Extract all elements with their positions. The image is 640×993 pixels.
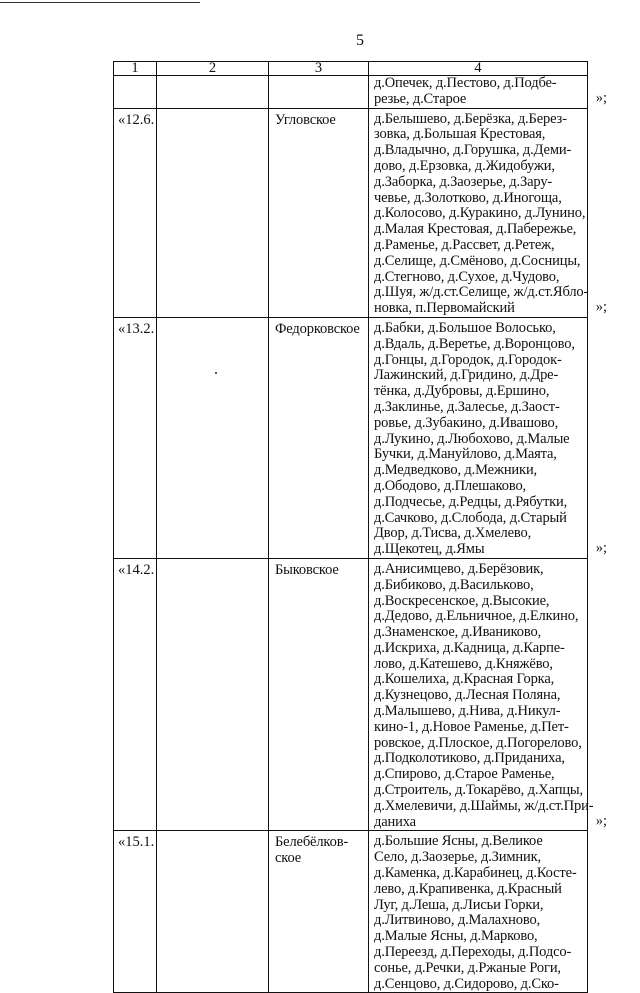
villages-list-line: тёнка, д.Дубровы, д.Ершино, (374, 383, 550, 400)
table-row (114, 831, 588, 993)
villages-list-line: чевье, д.Золотково, д.Иногоща, (374, 189, 562, 206)
villages-list-line: д.Каменка, д.Карабинец, д.Костe- (374, 865, 577, 882)
header-cell: 4 (369, 62, 588, 76)
villages-list-line: д.Щекотец, д.Ямы (374, 541, 485, 558)
villages-list-line: д.Вдаль, д.Веретье, д.Воронцово, (374, 335, 575, 352)
villages-list-line: д.Лукино, д.Любохово, д.Малые (374, 430, 570, 447)
header-cell: 1 (114, 62, 157, 76)
table-header-row (114, 62, 588, 76)
villages-list-line: дово, д.Ерзовка, д.Жидобужи, (374, 157, 555, 174)
villages-list-line: д.Медведково, д.Межники, (374, 462, 538, 479)
empty-column-cell (157, 831, 269, 993)
villages-list-line: д.Переезд, д.Переходы, д.Подсо- (374, 944, 572, 961)
closing-quote-mark: »; (595, 540, 607, 557)
header-cell: 2 (157, 62, 269, 76)
villages-list-line: сонье, д.Речки, д.Ржаные Роги, (374, 959, 561, 976)
settlement-name-line: ское (275, 850, 302, 867)
villages-list-line: зовка, д.Большая Крестовая, (374, 126, 546, 143)
empty-column-cell (157, 558, 269, 831)
villages-list-line: д.Сенцово, д.Сидорово, д.Ско- (374, 975, 559, 992)
villages-list-line: д.Дедово, д.Ельничное, д.Елкино, (374, 608, 579, 625)
villages-list-line: д.Подколотиково, д.Приданиха, (374, 750, 565, 767)
row-number-cell: «14.2. (114, 558, 157, 831)
villages-list-line: д.Селище, д.Смёново, д.Сосницы, (374, 252, 581, 269)
villages-list-line: д.Владычно, д.Горушка, д.Деми- (374, 142, 572, 159)
settlement-name-line: Федорковское (275, 320, 360, 337)
settlement-name-line: Угловское (275, 111, 336, 128)
villages-list-line: д.Ободово, д.Плешаково, (374, 477, 527, 494)
villages-list-line: кино-1, д.Новое Раменье, д.Пет- (374, 718, 569, 735)
villages-list-line: д.Малая Крестовая, д.Пабережье, (374, 221, 577, 238)
row-number-cell: «12.6. (114, 108, 157, 317)
villages-list-line: д.Колосово, д.Куракино, д.Лунино, (374, 205, 586, 222)
villages-list-line: д.Гонцы, д.Городок, д.Городок- (374, 351, 562, 368)
villages-list-line: даниха (374, 813, 416, 830)
row-number-cell: «15.1. (114, 831, 157, 993)
settlement-name-line: Быковское (275, 561, 339, 578)
villages-list-line: Луг, д.Леша, д.Лисьи Горки, (374, 896, 544, 913)
table-row (114, 76, 588, 109)
villages-list-line: лево, д.Крапивенка, д.Красный (374, 880, 562, 897)
villages-list-line: д.Белышево, д.Берёзка, д.Берез- (374, 110, 567, 127)
villages-list-line: д.Бибиково, д.Васильково, (374, 576, 534, 593)
villages-list-line: д.Малые Ясны, д.Марково, (374, 928, 538, 945)
settlement-name-cell (269, 558, 369, 831)
villages-list-line: д.Кузнецово, д.Лесная Поляна, (374, 687, 561, 704)
villages-list-line: Лажинский, д.Гридино, д.Дре- (374, 367, 559, 384)
villages-list-line: Село, д.Заозерье, д.Зимник, (374, 849, 542, 866)
row-number-cell: «13.2. (114, 317, 157, 558)
villages-list-line: д.Спирово, д.Старое Раменье, (374, 766, 555, 783)
closing-quote-mark: »; (595, 812, 607, 829)
villages-list-line: д.Подчесье, д.Редцы, д.Рябутки, (374, 493, 568, 510)
villages-list-cell (369, 831, 588, 993)
villages-list-cell (369, 317, 607, 558)
header-cell: 3 (269, 62, 369, 76)
empty-column-cell (157, 76, 269, 109)
villages-list-line: д.Анисимцево, д.Берёзовик, (374, 560, 544, 577)
table-row (114, 108, 588, 317)
villages-list-line: д.Воскресенское, д.Высокие, (374, 592, 550, 609)
settlement-name-cell (269, 317, 369, 558)
empty-column-cell (157, 108, 269, 317)
villages-list-line: д.Знаменское, д.Иваниково, (374, 624, 542, 641)
villages-list-line: д.Строитель, д.Токарёво, д.Хапцы, (374, 782, 583, 799)
villages-list-line: новка, п.Первомайский (374, 300, 515, 317)
stray-dot-mark (215, 372, 217, 374)
villages-list-line: д.Бабки, д.Большое Волосько, (374, 319, 556, 336)
villages-list-line: Двор, д.Тисва, д.Хмелево, (374, 525, 532, 542)
villages-list-line: д.Заборка, д.Заозерье, д.Зару- (374, 173, 553, 190)
empty-column-cell (157, 317, 269, 558)
villages-list-line: ровское, д.Плоское, д.Погорелово, (374, 734, 582, 751)
villages-list-line: д.Малышево, д.Нива, д.Никул- (374, 703, 561, 720)
villages-list-line: резье, д.Старое (374, 90, 467, 107)
settlement-name-line: Белебёлков- (275, 834, 349, 851)
villages-list-line: д.Литвиново, д.Малахново, (374, 912, 541, 929)
settlement-name-cell (269, 76, 369, 109)
villages-list-line: д.Кошелиха, д.Красная Горка, (374, 671, 555, 688)
villages-list-cell (369, 108, 607, 317)
settlements-table (113, 60, 607, 993)
villages-list-line: д.Шуя, ж/д.ст.Селище, ж/д.ст.Яблo- (374, 284, 589, 301)
villages-list-line: д.Сачково, д.Слобода, д.Старый (374, 509, 567, 526)
villages-list-line: ровье, д.Зубакино, д.Ивашово, (374, 414, 559, 431)
settlement-name-cell (269, 831, 369, 993)
table-row (114, 317, 588, 558)
villages-list-line: Бучки, д.Мануйлово, д.Маята, (374, 446, 557, 463)
settlement-name-cell (269, 108, 369, 317)
table-row (114, 558, 588, 831)
villages-list-line: д.Заклинье, д.Залесье, д.Заост- (374, 398, 560, 415)
villages-list-cell (369, 75, 607, 109)
villages-list-line: д.Опечек, д.Пестово, д.Подбе- (374, 75, 557, 91)
row-number-cell (114, 76, 157, 109)
villages-list-line: д.Большие Ясны, д.Великое (374, 833, 543, 850)
page-number: 5 (356, 32, 364, 49)
villages-list-line: лово, д.Катешево, д.Княжёво, (374, 655, 553, 672)
villages-list-line: д.Раменье, д.Рассвет, д.Ретеж, (374, 236, 555, 253)
villages-list-line: д.Стегново, д.Сухое, д.Чудово, (374, 268, 560, 285)
closing-quote-mark: »; (595, 299, 607, 316)
villages-list-line: д.Хмелевичи, д.Шаймы, ж/д.ст.При- (374, 797, 594, 814)
top-rule (0, 2, 200, 3)
villages-list-line: д.Искриха, д.Кадница, д.Карпе- (374, 639, 565, 656)
villages-list-cell (369, 558, 607, 831)
closing-quote-mark: »; (595, 89, 607, 106)
